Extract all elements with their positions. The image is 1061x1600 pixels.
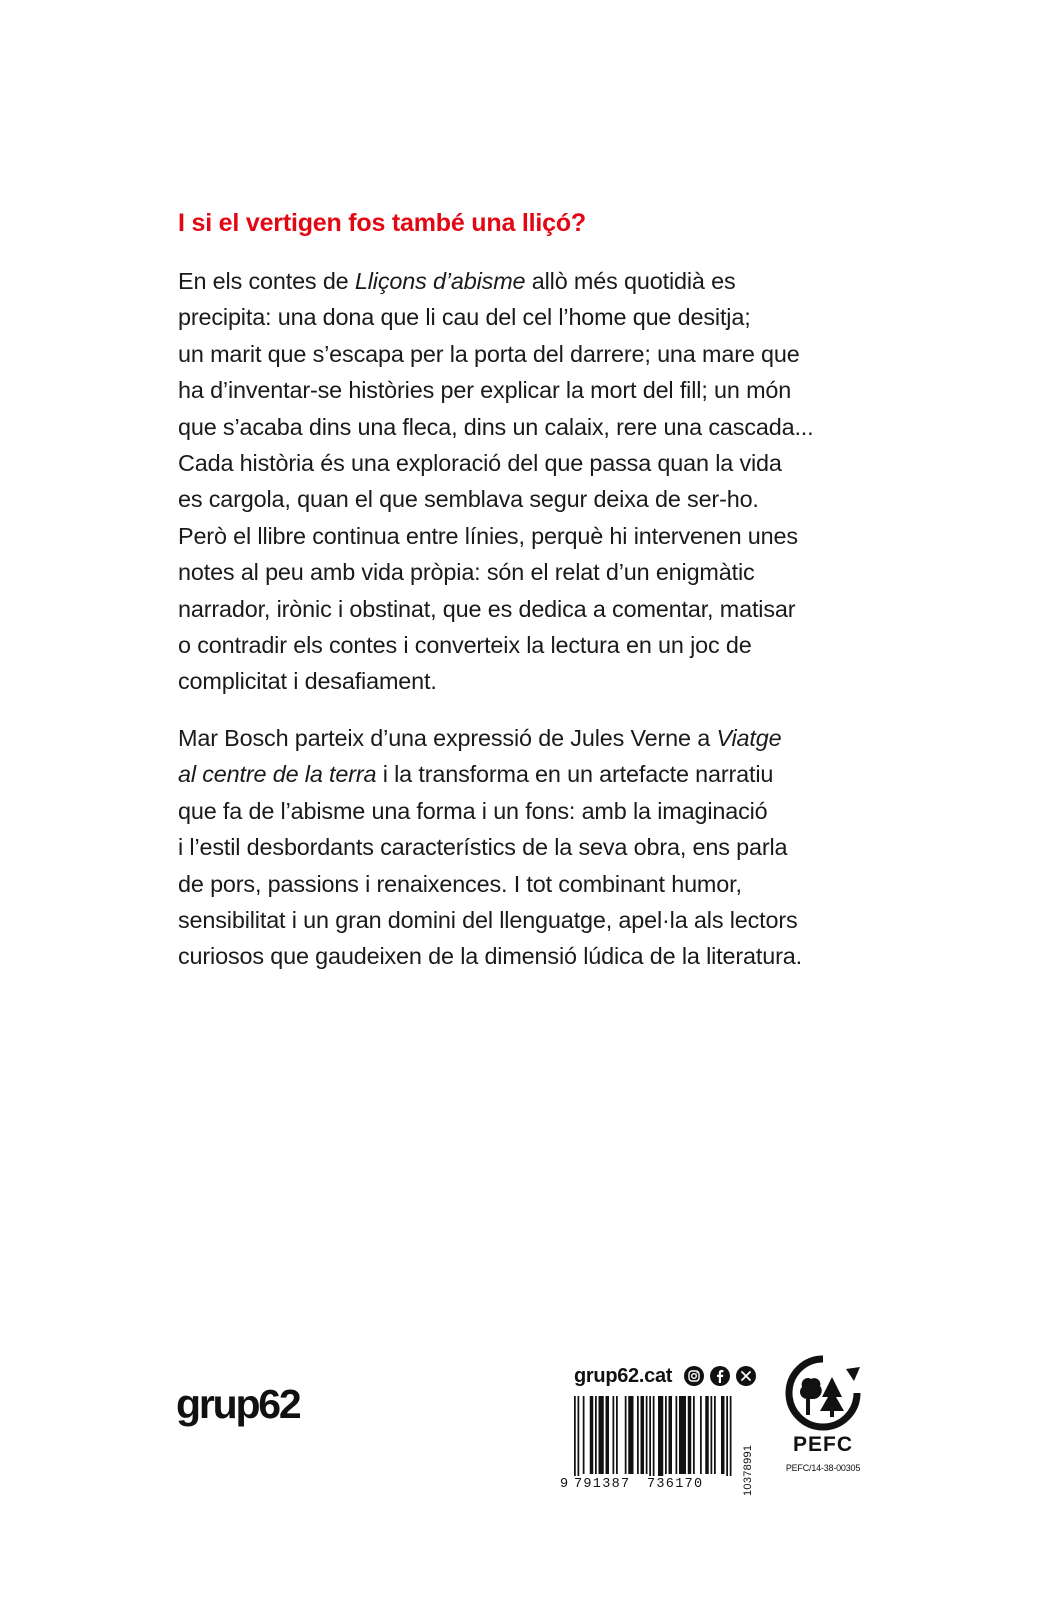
text-line <box>178 263 878 299</box>
instagram-icon[interactable] <box>684 1366 704 1386</box>
work-title-italic: al centre de la terra <box>178 761 377 788</box>
text-line: ha d’inventar-se històries per explicar la mort del fill; un món <box>178 377 792 404</box>
blurb-headline: I si el vertigen fos també una lliçó? <box>178 209 586 237</box>
barcode-bar <box>669 1396 673 1474</box>
x-icon[interactable] <box>736 1366 756 1386</box>
text-line: curiosos que gaudeixen de la dimensió lúdica de la literatura. <box>178 943 802 970</box>
barcode-bar <box>693 1396 695 1474</box>
pefc-label: PEFC <box>792 1433 853 1456</box>
text-line: que s’acaba dins una fleca, dins un calaix, rere una cascada... <box>178 413 814 440</box>
website-url[interactable]: grup62.cat <box>574 1364 673 1387</box>
text-line <box>178 756 878 792</box>
barcode-bar <box>613 1396 615 1474</box>
barcode-left-digits: 791387 <box>574 1477 631 1492</box>
barcode-bar <box>637 1396 639 1474</box>
text-line: de pors, passions i renaixences. I tot combinant humor, <box>178 870 742 897</box>
text-line: i l’estil desbordants característics de la seva obra, ens parla <box>178 834 788 861</box>
barcode-bar <box>606 1396 610 1474</box>
pefc-logo-icon <box>784 1355 862 1431</box>
text-line: Cada història és una exploració del que passa quan la vida <box>178 450 782 477</box>
barcode-bar <box>599 1396 604 1474</box>
text-line: notes al peu amb vida pròpia: són el relat d’un enigmàtic <box>178 559 755 586</box>
text-line: narrador, irònic i obstinat, que es dedica a comentar, matisar <box>178 595 796 622</box>
barcode-bar <box>726 1396 728 1476</box>
blurb-paragraph-1 <box>178 263 878 700</box>
barcode-bar <box>711 1396 713 1474</box>
book-title-italic: Lliçons d’abisme <box>354 268 526 294</box>
text-span: i la transforma en un artefacte narratiu <box>376 761 774 788</box>
barcode-bar <box>641 1396 645 1474</box>
barcode-bar <box>730 1396 732 1476</box>
barcode-bar <box>616 1396 618 1474</box>
website-row <box>574 1361 756 1391</box>
text-line: es cargola, quan el que semblava segur deixa de ser-ho. <box>178 486 759 513</box>
barcode-bar <box>653 1396 655 1476</box>
barcode-bar <box>658 1396 663 1476</box>
text-span: allò més quotidià es <box>525 268 736 294</box>
barcode-bar <box>578 1396 580 1476</box>
barcode-bar <box>679 1396 686 1474</box>
barcode-bar <box>676 1396 678 1474</box>
work-title-italic: Viatge <box>716 724 782 751</box>
barcode-bar <box>583 1396 585 1474</box>
barcode-bar <box>595 1396 597 1474</box>
text-line: o contradir els contes i converteix la lectura en un joc de <box>178 632 752 659</box>
facebook-icon[interactable] <box>710 1366 730 1386</box>
text-line: que fa de l’abisme una forma i un fons: amb la imaginació <box>178 797 768 824</box>
barcode-bar <box>721 1396 725 1474</box>
barcode-bar <box>628 1396 633 1474</box>
text-line: complicitat i desafiament. <box>178 668 437 695</box>
text-span: Mar Bosch parteix d’una expressió de Jules Verne a <box>178 724 717 751</box>
barcode-bar <box>705 1396 709 1474</box>
publisher-logo: grup62 <box>176 1381 300 1427</box>
barcode-bar <box>590 1396 594 1474</box>
text-line: Però el llibre continua entre línies, perquè hi intervenen unes <box>178 522 798 549</box>
blurb-paragraph-2 <box>178 720 878 975</box>
barcode-bar <box>625 1396 627 1474</box>
barcode-bar <box>688 1396 692 1474</box>
blurb <box>178 205 878 975</box>
barcode-bars <box>560 1396 742 1476</box>
barcode-bar <box>714 1396 716 1474</box>
text-line <box>178 720 878 756</box>
text-line: un marit que s’escapa per la porta del darrere; una mare que <box>178 340 800 367</box>
barcode-bar <box>646 1396 648 1474</box>
barcode-bar <box>574 1396 576 1476</box>
text-line: precipita: una dona que li cau del cel l’home que desitja; <box>178 304 751 331</box>
text-span: En els contes de <box>178 268 355 294</box>
internal-code: 10378991 <box>742 1444 754 1496</box>
barcode-bar <box>649 1396 651 1476</box>
barcode-bar <box>700 1396 702 1474</box>
barcode-first-digit: 9 <box>560 1477 570 1492</box>
pefc-code: PEFC/14-38-00305 <box>785 1463 861 1473</box>
pefc-certification <box>778 1355 868 1495</box>
text-line: sensibilitat i un gran domini del llenguatge, apel·la als lectors <box>178 906 798 933</box>
barcode-right-digits: 736170 <box>647 1477 704 1492</box>
barcode-bar <box>665 1396 667 1474</box>
